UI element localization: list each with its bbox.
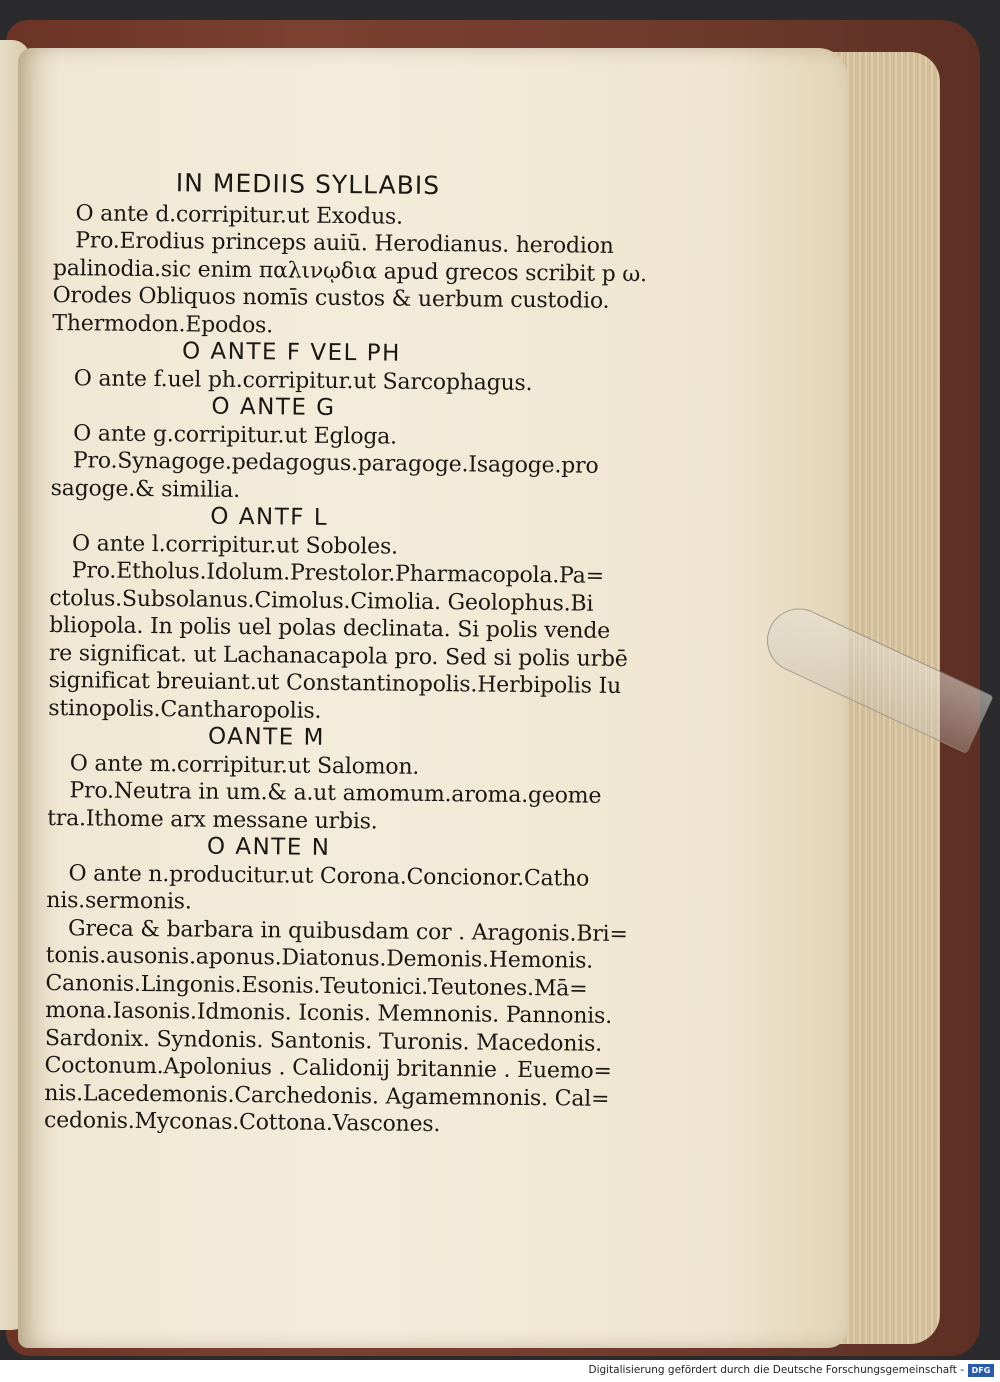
page-text — [44, 168, 654, 1141]
text-line: mona.Iasonis.Idmonis. Iconis. Memnonis. Pannonis. — [45, 997, 613, 1029]
dfg-logo: DFG — [968, 1364, 994, 1377]
text-line: sagoge.& similia. — [50, 475, 241, 503]
footer — [0, 1360, 1000, 1382]
book-page — [18, 48, 848, 1348]
text-line: tra.Ithome arx messane urbis. — [47, 805, 378, 834]
section-heading: O ANTF L — [210, 503, 329, 531]
running-header: IN MEDIIS SYLLABIS — [175, 168, 441, 201]
text-line: re significat. ut Lachanacapola pro. Sed si polis urbē — [48, 640, 628, 672]
text-line: Thermodon.Epodos. — [52, 310, 274, 338]
text-line: ctolus.Subsolanus.Cimolus.Cimolia. Geolophus.Bi — [49, 585, 594, 617]
text-line: O ante l.corripitur.ut Soboles. — [71, 530, 399, 560]
footer-credit: Digitalisierung gefördert durch die Deutsche Forschungsgemeinschaft - — [588, 1364, 964, 1376]
text-line: Coctonum.Apolonius . Calidonij britannie . Euemo= — [44, 1052, 612, 1084]
section-heading: O ANTE N — [206, 833, 331, 861]
text-line: Sardonix. Syndonis. Santonis. Turonis. Macedonis. — [44, 1025, 603, 1057]
text-line: O ante n.producitur.ut Corona.Concionor.Catho — [68, 860, 590, 892]
section-heading: O ANTE G — [211, 393, 336, 421]
text-line: cedonis.Myconas.Cottona.Vascones. — [43, 1107, 441, 1138]
text-line: O ante d.corripitur.ut Exodus. — [75, 200, 403, 230]
text-line: O ante f.uel ph.corripitur.ut Sarcophagus. — [73, 365, 533, 396]
text-line: Greca & barbara in quibusdam cor . Aragonis.Bri= — [67, 915, 628, 947]
section-heading: O ANTE F VEL PH — [181, 338, 402, 367]
text-line: O ante m.corripitur.ut Salomon. — [69, 750, 420, 780]
text-line: Pro.Erodius princeps auiū. Herodianus. herodion — [75, 228, 614, 259]
text-line: bliopola. In polis uel polas declinata. Si polis vende — [49, 612, 611, 644]
text-line: nis.sermonis. — [46, 887, 192, 915]
text-line: Canonis.Lingonis.Esonis.Teutonici.Teutones.Mā= — [45, 970, 588, 1002]
text-line: Pro.Etholus.Idolum.Prestolor.Pharmacopola.Pa= — [71, 558, 605, 589]
text-line: significat breuiant.ut Constantinopolis.Herbipolis Iu — [48, 667, 622, 699]
text-line: Pro.Neutra in um.& a.ut amomum.aroma.geome — [69, 778, 602, 809]
text-line: Pro.Synagoge.pedagogus.paragoge.Isagoge.pro — [72, 448, 599, 479]
text-line: tonis.ausonis.aponus.Diatonus.Demonis.Hemonis. — [45, 942, 594, 974]
text-line: O ante g.corripitur.ut Egloga. — [73, 420, 398, 450]
section-heading: OANTE M — [207, 723, 326, 751]
text-line: stinopolis.Cantharopolis. — [48, 695, 322, 724]
text-line: palinodia.sic enim παλινῳδια apud grecos scribit p ω. — [52, 255, 648, 287]
text-line: nis.Lacedemonis.Carchedonis. Agamemnonis. Cal= — [44, 1080, 610, 1112]
text-line: Orodes Obliquos nomīs custos & uerbum custodio. — [52, 282, 610, 314]
